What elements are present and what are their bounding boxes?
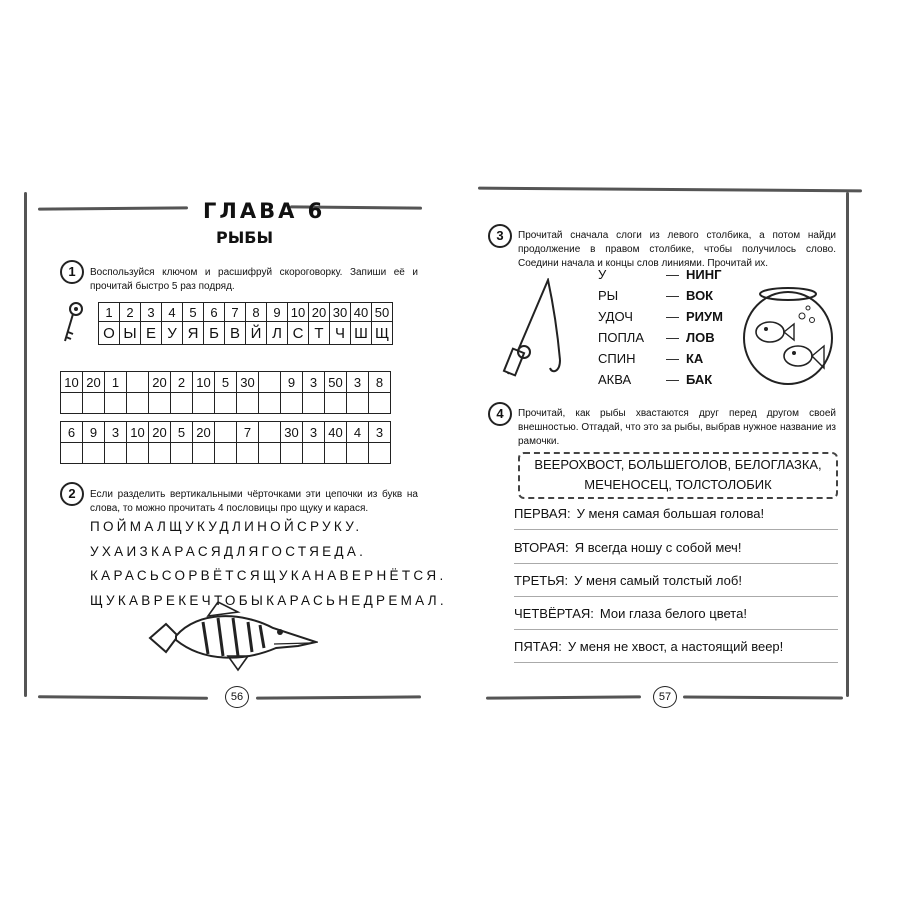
- answer-row: [514, 540, 838, 555]
- dash: —: [666, 288, 679, 303]
- answer-label: ВТОРАЯ:: [514, 540, 569, 555]
- answer-text: Я всегда ношу с собой меч!: [574, 540, 742, 555]
- answer-writing-line[interactable]: [514, 629, 838, 630]
- right-page: [478, 180, 860, 720]
- code-number-cell: [259, 372, 281, 393]
- page-border-bottom-right: [683, 695, 843, 699]
- key-letter-cell: Л: [267, 322, 288, 345]
- left-page: [38, 180, 447, 720]
- page-border-right: [846, 192, 849, 697]
- answer-letter-cell[interactable]: [215, 443, 237, 464]
- key-number-cell: 50: [372, 303, 393, 322]
- answer-letter-cell[interactable]: [171, 393, 193, 414]
- code-number-cell: 9: [281, 372, 303, 393]
- answer-letter-cell[interactable]: [325, 393, 347, 414]
- key-letter-cell: Е: [141, 322, 162, 345]
- answer-row: [514, 606, 838, 621]
- code-number-cell: 3: [369, 422, 391, 443]
- key-number-cell: 4: [162, 303, 183, 322]
- page-border-top: [478, 187, 862, 193]
- dash: —: [666, 330, 679, 345]
- code-number-cell: 20: [149, 422, 171, 443]
- answer-label: ЧЕТВЁРТАЯ:: [514, 606, 594, 621]
- code-table-1: [60, 371, 391, 414]
- answer-writing-line[interactable]: [514, 596, 838, 597]
- code-number-cell: 6: [61, 422, 83, 443]
- left-syllable: ПОПЛА: [598, 330, 645, 345]
- answer-letter-cell[interactable]: [127, 393, 149, 414]
- answer-writing-line[interactable]: [514, 662, 838, 663]
- right-syllable: БАК: [686, 372, 713, 387]
- answer-letter-cell[interactable]: [281, 393, 303, 414]
- key-letter-cell: У: [162, 322, 183, 345]
- code-table-2: [60, 421, 391, 464]
- code-number-cell: 10: [193, 372, 215, 393]
- key-letter-cell: О: [99, 322, 120, 345]
- code-number-cell: 30: [281, 422, 303, 443]
- answer-writing-line[interactable]: [514, 529, 838, 530]
- key-letter-cell: Ч: [330, 322, 351, 345]
- task-number-badge: 2: [60, 482, 84, 506]
- key-number-cell: 9: [267, 303, 288, 322]
- page-border-left: [24, 192, 27, 697]
- code-number-cell: 10: [127, 422, 149, 443]
- left-syllable: У: [598, 267, 607, 282]
- code-number-cell: 40: [325, 422, 347, 443]
- key-number-cell: 2: [120, 303, 141, 322]
- answer-letter-cell[interactable]: [149, 443, 171, 464]
- code-number-cell: 9: [83, 422, 105, 443]
- code-number-cell: [215, 422, 237, 443]
- cipher-key-table: [98, 302, 393, 345]
- answer-letter-cell[interactable]: [61, 393, 83, 414]
- answer-letter-cell[interactable]: [171, 443, 193, 464]
- chain-line: ЩУКАВРЕКЕЧТОБЫКАРАСЬНЕДРЕМАЛ.: [90, 592, 447, 608]
- code-number-cell: 8: [369, 372, 391, 393]
- answer-letter-cell[interactable]: [325, 443, 347, 464]
- dash: —: [666, 267, 679, 282]
- code-number-cell: 20: [149, 372, 171, 393]
- key-letter-cell: Т: [309, 322, 330, 345]
- left-syllable: РЫ: [598, 288, 619, 303]
- letter-chains: [90, 515, 447, 613]
- task-number-badge: 3: [488, 224, 512, 248]
- chain-line: ПОЙМАЛЩУКУДЛИНОЙСРУКУ.: [90, 519, 363, 534]
- page-border-bottom-right: [256, 695, 421, 699]
- task-number-badge: 4: [488, 402, 512, 426]
- answer-letter-cell[interactable]: [303, 443, 325, 464]
- code-number-cell: [127, 372, 149, 393]
- answer-text: У меня самый толстый лоб!: [574, 573, 742, 588]
- key-icon: [60, 301, 84, 345]
- key-letter-cell: Щ: [372, 322, 393, 345]
- key-number-cell: 10: [288, 303, 309, 322]
- key-number-cell: 3: [141, 303, 162, 322]
- code-number-cell: 50: [325, 372, 347, 393]
- key-number-cell: 20: [309, 303, 330, 322]
- answer-letter-cell[interactable]: [83, 443, 105, 464]
- left-syllable: УДОЧ: [598, 309, 633, 324]
- answer-letter-cell[interactable]: [347, 443, 369, 464]
- chapter-title: ГЛАВА 6: [203, 199, 326, 223]
- code-number-cell: 20: [83, 372, 105, 393]
- key-number-cell: 5: [183, 303, 204, 322]
- dash: —: [666, 372, 679, 387]
- code-number-cell: 20: [193, 422, 215, 443]
- key-number-cell: 40: [351, 303, 372, 322]
- key-number-cell: 1: [99, 303, 120, 322]
- answer-letter-cell[interactable]: [237, 443, 259, 464]
- answer-label: ПЕРВАЯ:: [514, 506, 571, 521]
- answer-row: [514, 639, 838, 654]
- answer-letter-cell[interactable]: [149, 393, 171, 414]
- fish-names-box: [518, 452, 838, 499]
- code-number-cell: 10: [61, 372, 83, 393]
- answer-text: У меня самая большая голова!: [576, 506, 765, 521]
- code-number-cell: 4: [347, 422, 369, 443]
- chain-line: УХАИЗКАРАСЯДЛЯГОСТЯЕДА.: [90, 543, 367, 559]
- answer-letter-cell[interactable]: [369, 393, 391, 414]
- answer-letter-cell[interactable]: [259, 443, 281, 464]
- answer-letter-cell[interactable]: [105, 393, 127, 414]
- key-letter-cell: Б: [204, 322, 225, 345]
- key-letter-cell: Ш: [351, 322, 372, 345]
- dash: —: [666, 309, 679, 324]
- answer-letter-cell[interactable]: [61, 443, 83, 464]
- code-number-cell: 5: [215, 372, 237, 393]
- key-number-cell: 7: [225, 303, 246, 322]
- code-number-cell: 3: [105, 422, 127, 443]
- page-border-bottom-left: [38, 695, 208, 699]
- key-letter-cell: С: [288, 322, 309, 345]
- dash: —: [666, 351, 679, 366]
- code-number-cell: 2: [171, 372, 193, 393]
- page-number: 56: [225, 686, 249, 708]
- code-number-cell: 7: [237, 422, 259, 443]
- page-border-bottom-left: [486, 695, 641, 699]
- code-number-cell: 3: [347, 372, 369, 393]
- task3-instructions: Прочитай сначала слоги из левого столбика, а потом найди продолжение в правом столбике, чтобы получилось слово. Соедини начала и концы слов линиями. Прочитай их.: [518, 230, 836, 269]
- code-number-cell: 3: [303, 372, 325, 393]
- page-border-top-left: [38, 206, 188, 210]
- task2-instructions: Если разделить вертикальными чёрточками эти цепочки из букв на слова, то можно прочитать 4 пословицы про щуку и карася.: [90, 489, 418, 514]
- left-syllable: СПИН: [598, 351, 636, 366]
- answer-letter-cell[interactable]: [259, 393, 281, 414]
- fish-names-line: МЕЧЕНОСЕЦ, ТОЛСТОЛОБИК: [584, 477, 772, 492]
- answer-writing-line[interactable]: [514, 563, 838, 564]
- answer-letter-cell[interactable]: [215, 393, 237, 414]
- answer-letter-cell[interactable]: [303, 393, 325, 414]
- key-number-cell: 8: [246, 303, 267, 322]
- answer-row: [514, 506, 838, 521]
- answer-letter-cell[interactable]: [281, 443, 303, 464]
- answer-label: ТРЕТЬЯ:: [514, 573, 569, 588]
- right-syllable: КА: [686, 351, 704, 366]
- answer-letter-cell[interactable]: [105, 443, 127, 464]
- key-letter-cell: Ы: [120, 322, 141, 345]
- key-letter-cell: Я: [183, 322, 204, 345]
- answer-letter-cell[interactable]: [193, 443, 215, 464]
- answer-letter-cell[interactable]: [83, 393, 105, 414]
- key-number-cell: 30: [330, 303, 351, 322]
- chain-line: КАРАСЬСОРВЁТСЯЩУКАНАВЕРНЁТСЯ.: [90, 568, 447, 583]
- pike-fish-illustration: [148, 600, 318, 675]
- key-letter-cell: В: [225, 322, 246, 345]
- answer-text: У меня не хвост, а настоящий веер!: [567, 639, 784, 654]
- chapter-subtitle: РЫБЫ: [216, 228, 274, 247]
- answer-letter-cell[interactable]: [347, 393, 369, 414]
- answer-text: Мои глаза белого цвета!: [599, 606, 747, 621]
- aquarium-illustration: [738, 276, 838, 388]
- answer-letter-cell[interactable]: [193, 393, 215, 414]
- key-number-cell: 6: [204, 303, 225, 322]
- left-syllable: АКВА: [598, 372, 632, 387]
- code-number-cell: 1: [105, 372, 127, 393]
- right-syllable: ВОК: [686, 288, 714, 303]
- code-number-cell: 3: [303, 422, 325, 443]
- fishing-rod-illustration: [500, 278, 566, 382]
- answer-row: [514, 573, 838, 588]
- task1-instructions: Воспользуйся ключом и расшифруй скороговорку. Запиши её и прочитай быстро 5 раз подряд.: [90, 267, 418, 292]
- key-letter-cell: Й: [246, 322, 267, 345]
- answer-letter-cell[interactable]: [369, 443, 391, 464]
- answer-label: ПЯТАЯ:: [514, 639, 562, 654]
- code-number-cell: 30: [237, 372, 259, 393]
- answer-letter-cell[interactable]: [237, 393, 259, 414]
- right-syllable: НИНГ: [686, 267, 722, 282]
- code-number-cell: 5: [171, 422, 193, 443]
- task4-instructions: Прочитай, как рыбы хвастаются друг перед другом своей внешностью. Отгадай, что это за рыбы, выбрав нужное название из рамочки.: [518, 408, 836, 447]
- page-number: 57: [653, 686, 677, 708]
- fish-names-line: ВЕЕРОХВОСТ, БОЛЬШЕГОЛОВ, БЕЛОГЛАЗКА,: [534, 457, 822, 472]
- code-number-cell: [259, 422, 281, 443]
- right-syllable: ЛОВ: [686, 330, 715, 345]
- task-number-badge: 1: [60, 260, 84, 284]
- answer-letter-cell[interactable]: [127, 443, 149, 464]
- right-syllable: РИУМ: [686, 309, 723, 324]
